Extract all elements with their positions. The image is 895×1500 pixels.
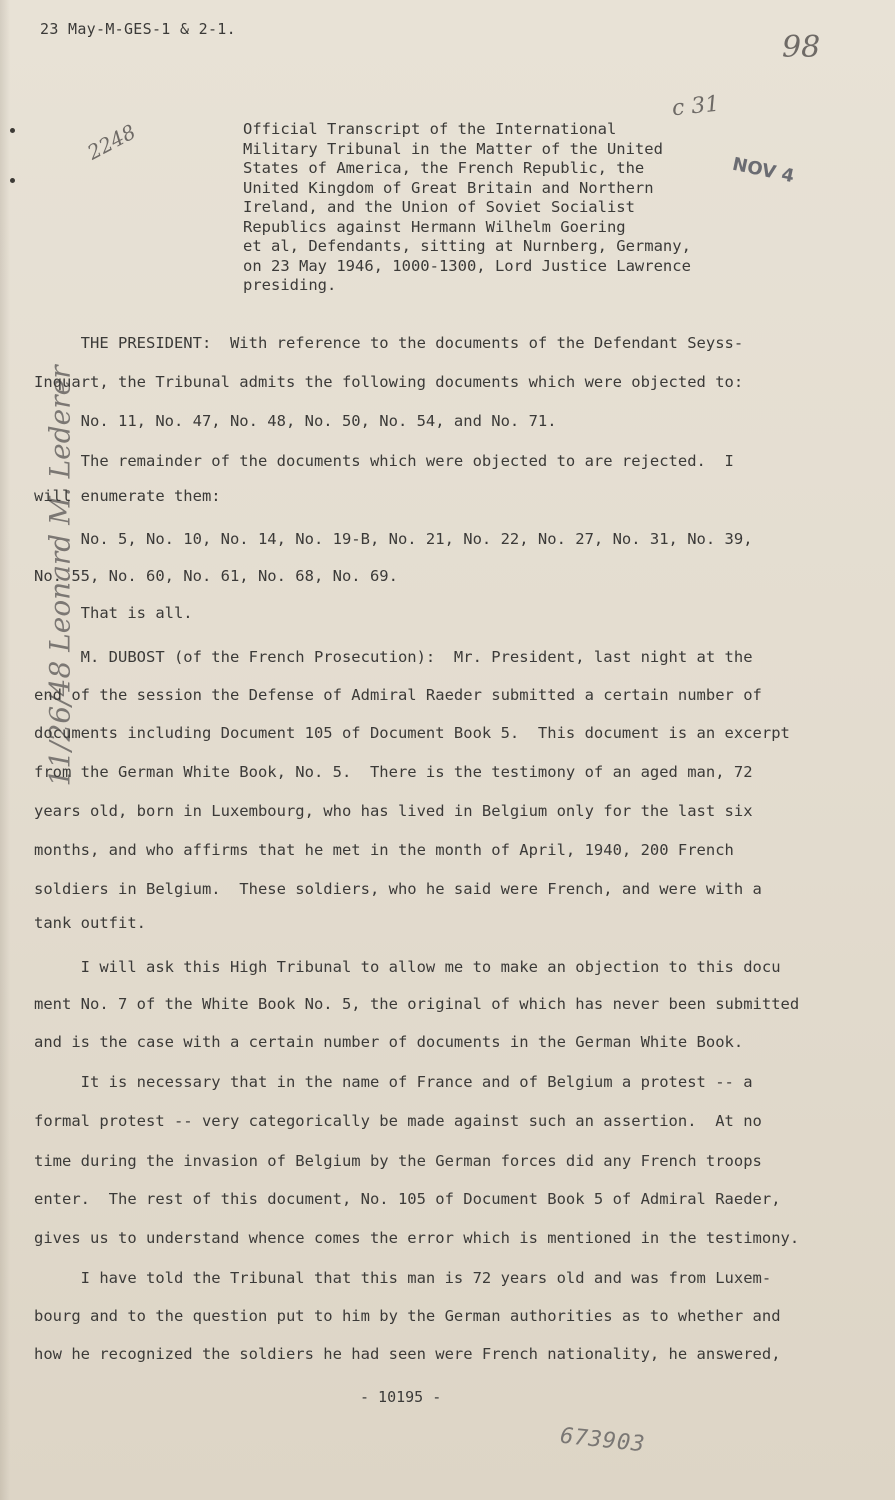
- body-line: No. 55, No. 60, No. 61, No. 68, No. 69.: [34, 567, 398, 585]
- body-line: soldiers in Belgium. These soldiers, who he said were French, and were with a: [34, 880, 762, 898]
- caption-line: States of America, the French Republic, the: [243, 159, 645, 177]
- date-stamp: NOV 4: [730, 153, 797, 188]
- body-line: months, and who affirms that he met in the month of April, 1940, 200 French: [34, 841, 734, 859]
- caption-line: Military Tribunal in the Matter of the United: [243, 139, 663, 158]
- caption-line: Republics against Hermann Wilhelm Goering: [243, 217, 626, 236]
- vertical-signature: 11/26/48 Leonard M. Lederer: [43, 365, 77, 787]
- body-line: bourg and to the question put to him by the German authorities as to whether and: [34, 1307, 781, 1325]
- body-line: No. 5, No. 10, No. 14, No. 19-B, No. 21, No. 22, No. 27, No. 31, No. 39,: [34, 530, 753, 548]
- body-line: documents including Document 105 of Document Book 5. This document is an excerpt: [34, 724, 790, 742]
- caption-line: on 23 May 1946, 1000-1300, Lord Justice Lawrence: [243, 256, 691, 275]
- body-line: and is the case with a certain number of documents in the German White Book.: [34, 1033, 744, 1051]
- pencil-page-number: 98: [782, 30, 821, 65]
- pencil-right-mark: c 31: [670, 91, 721, 122]
- body-line: I will ask this High Tribunal to allow me to make an objection to this docu: [34, 958, 781, 976]
- caption-line: presiding.: [243, 276, 337, 294]
- caption-line: et al, Defendants, sitting at Nurnberg, Germany,: [243, 237, 691, 255]
- body-line: gives us to understand whence comes the error which is mentioned in the testimony.: [34, 1229, 800, 1247]
- body-line: THE PRESIDENT: With reference to the documents of the Defendant Seyss-: [34, 334, 744, 352]
- archive-number: 673903: [558, 1423, 647, 1458]
- punch-hole: [10, 178, 15, 183]
- caption-line: Ireland, and the Union of Soviet Socialist: [243, 198, 635, 216]
- body-line: M. DUBOST (of the French Prosecution): Mr. President, last night at the: [34, 648, 753, 666]
- body-line: from the German White Book, No. 5. There is the testimony of an aged man, 72: [34, 763, 753, 781]
- body-line: how he recognized the soldiers he had seen were French nationality, he answered,: [34, 1345, 781, 1363]
- body-line: enter. The rest of this document, No. 105 of Document Book 5 of Admiral Raeder,: [34, 1190, 781, 1208]
- body-line: The remainder of the documents which were objected to are rejected. I: [34, 452, 734, 470]
- body-line: It is necessary that in the name of France and of Belgium a protest -- a: [34, 1073, 753, 1091]
- body-line: end of the session the Defense of Admiral Raeder submitted a certain number of: [34, 686, 762, 704]
- paper-edge-shadow: [0, 0, 10, 1500]
- body-line: No. 11, No. 47, No. 48, No. 50, No. 54, and No. 71.: [34, 412, 557, 430]
- body-line: tank outfit.: [34, 914, 146, 932]
- page-number: - 10195 -: [360, 1388, 442, 1406]
- body-line: Inquart, the Tribunal admits the following documents which were objected to:: [34, 373, 744, 391]
- body-line: formal protest -- very categorically be made against such an assertion. At no: [34, 1112, 762, 1130]
- reference-header: 23 May-M-GES-1 & 2-1.: [40, 20, 236, 38]
- caption-line: Official Transcript of the International: [243, 120, 617, 138]
- body-line: time during the invasion of Belgium by the German forces did any French troops: [34, 1152, 762, 1170]
- body-line: I have told the Tribunal that this man is 72 years old and was from Luxem-: [34, 1269, 772, 1287]
- body-line: That is all.: [34, 604, 193, 622]
- body-line: will enumerate them:: [34, 487, 221, 505]
- pencil-left-number: 2248: [83, 119, 140, 165]
- body-line: years old, born in Luxembourg, who has lived in Belgium only for the last six: [34, 802, 753, 820]
- punch-hole: [10, 128, 15, 133]
- caption-line: United Kingdom of Great Britain and Northern: [243, 178, 654, 197]
- body-line: ment No. 7 of the White Book No. 5, the original of which has never been submitted: [34, 995, 800, 1013]
